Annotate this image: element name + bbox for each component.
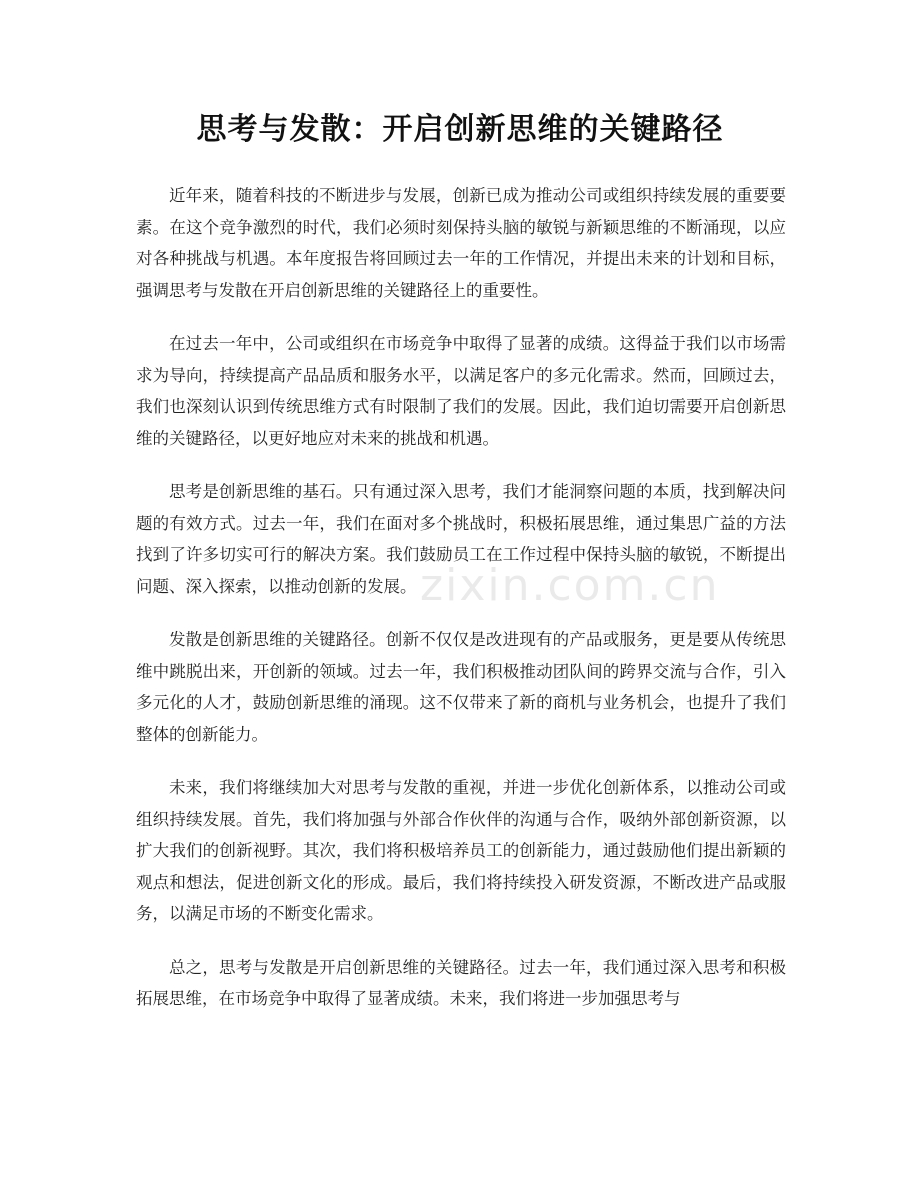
paragraph-5: 未来，我们将继续加大对思考与发散的重视，并进一步优化创新体系，以推动公司或组织持续发展。首先，我们将加强与外部合作伙伴的沟通与合作，吸纳外部创新资源，以扩大我们的创新视野。其次，我们将积极培养员工的创新能力，通过鼓励他们提出新颖的观点和想法，促进创新文化的形成。最后，我们将持续投入研发资源，不断改进产品或服务，以满足市场的不断变化需求。: [136, 778, 786, 923]
document-body: [136, 180, 786, 1037]
paragraph-6: 总之，思考与发散是开启创新思维的关键路径。过去一年，我们通过深入思考和积极拓展思维，在市场竞争中取得了显著成绩。未来，我们将进一步加强思考与: [136, 957, 786, 1008]
document-title: 思考与发散：开启创新思维的关键路径: [196, 112, 724, 147]
watermark: zixin.com.cn: [420, 560, 720, 611]
paragraph-4: 发散是创新思维的关键路径。创新不仅仅是改进现有的产品或服务，更是要从传统思维中跳脱出来，开创新的领域。过去一年，我们积极推动团队间的跨界交流与合作，引入多元化的人才，鼓励创新思维的涌现。这不仅带来了新的商机与业务机会，也提升了我们整体的创新能力。: [136, 630, 786, 744]
paragraph-1: 近年来，随着科技的不断进步与发展，创新已成为推动公司或组织持续发展的重要要素。在这个竞争激烈的时代，我们必须时刻保持头脑的敏锐与新颖思维的不断涌现，以应对各种挑战与机遇。本年度报告将回顾过去一年的工作情况，并提出未来的计划和目标，强调思考与发散在开启创新思维的关键路径上的重要性。: [136, 186, 786, 300]
paragraph-2: 在过去一年中，公司或组织在市场竞争中取得了显著的成绩。这得益于我们以市场需求为导向，持续提高产品品质和服务水平，以满足客户的多元化需求。然而，回顾过去，我们也深刻认识到传统思维方式有时限制了我们的发展。因此，我们迫切需要开启创新思维的关键路径，以更好地应对未来的挑战和机遇。: [136, 334, 786, 448]
paragraph-3: 思考是创新思维的基石。只有通过深入思考，我们才能洞察问题的本质，找到解决问题的有效方式。过去一年，我们在面对多个挑战时，积极拓展思维，通过集思广益的方法找到了许多切实可行的解决方案。我们鼓励员工在工作过程中保持头脑的敏锐，不断提出问题、深入探索，以推动创新的发展。: [136, 482, 786, 596]
